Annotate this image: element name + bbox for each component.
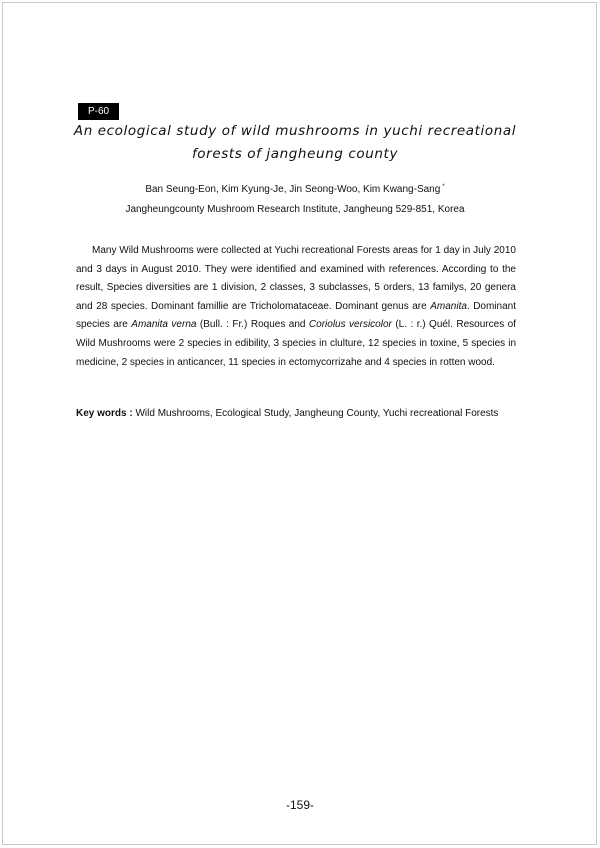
abstract-text-1: Many Wild Mushrooms were collected at Yuchi recreational Forests areas for 1 day in July 2010 and 3 days in August 2010. They were identified and examined with references. According to the result, Species diversities are 1 division, 2 classes, 3 subclasses, 5 orders, 13 familys, 20 genera and 28 species. Dominant famillie are Tricholomataceae. Dominant genus are: [76, 245, 516, 312]
abstract-species-name-2: Coriolus versicolor: [308, 319, 392, 331]
abstract-text-4: (L. : r.) Quél. Resources of Wild Mushrooms were 2 species in edibility, 3 species in clulture, 12 species in toxine, 5 species in medicine, 2 species in anticancer, 11 species in ectomycorrizahe and 4 species in rotten wood.: [76, 319, 516, 368]
keywords-label: Key words :: [76, 408, 133, 419]
keywords-text: Wild Mushrooms, Ecological Study, Jangheung County, Yuchi recreational Forests: [135, 408, 499, 419]
abstract-species-name-1: Amanita verna: [131, 319, 197, 331]
title-line-2: forests of jangheung county: [191, 146, 399, 162]
paper-title: [60, 120, 530, 166]
title-line-1: An ecological study of wild mushrooms in yuchi recreational: [73, 123, 517, 139]
author-names: Ban Seung-Eon, Kim Kyung-Je, Jin Seong-Woo, Kim Kwang-Sang: [145, 184, 441, 195]
author-names-line: [60, 177, 530, 200]
abstract-text-3: (Bull. : Fr.) Roques and: [196, 319, 309, 331]
author-affiliation: Jangheungcounty Mushroom Research Institute, Jangheung 529-851, Korea: [125, 204, 465, 215]
keywords-line: [76, 405, 536, 423]
page-number: -159-: [285, 798, 314, 812]
abstract-text-2: . Dominant species are: [76, 300, 516, 331]
abstract-genus-name: Amanita: [430, 300, 467, 312]
poster-number-badge: P-60: [78, 103, 119, 120]
corresponding-author-mark: *: [442, 184, 445, 190]
author-block: [60, 177, 530, 220]
abstract-paragraph: [76, 242, 516, 372]
